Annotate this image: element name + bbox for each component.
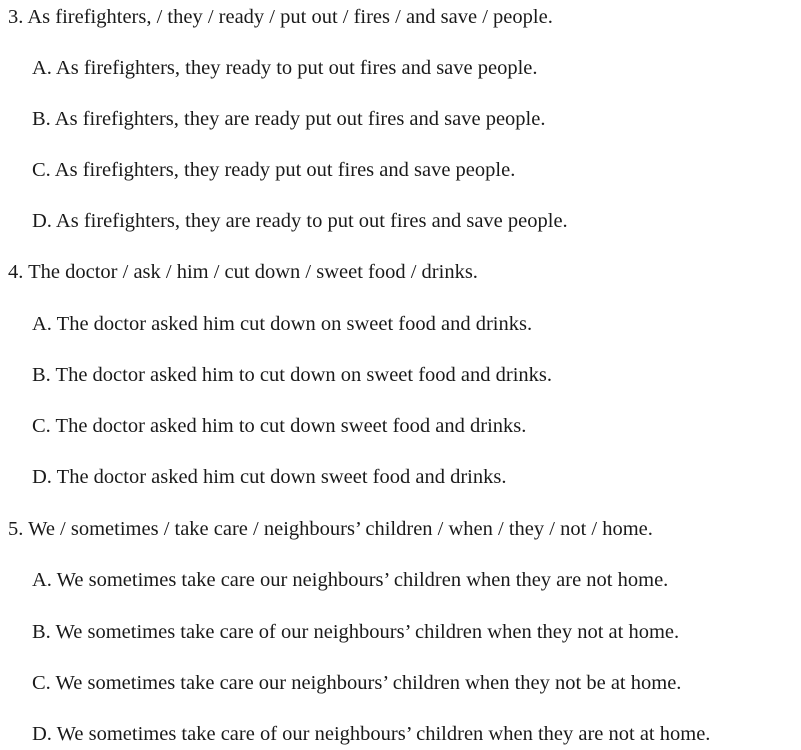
- question-3-prompt: 3. As firefighters, / they / ready / put out / fires / and save / people.: [8, 6, 553, 28]
- question-5-option-a[interactable]: A. We sometimes take care our neighbours’ children when they are not home.: [32, 569, 669, 591]
- question-4-option-b[interactable]: B. The doctor asked him to cut down on sweet food and drinks.: [32, 364, 553, 386]
- question-4-option-a[interactable]: A. The doctor asked him cut down on sweet food and drinks.: [32, 313, 533, 335]
- question-5-option-b[interactable]: B. We sometimes take care of our neighbours’ children when they not at home.: [32, 621, 680, 643]
- question-3-option-d[interactable]: D. As firefighters, they are ready to put out fires and save people.: [32, 210, 568, 232]
- question-5-prompt: 5. We / sometimes / take care / neighbours’ children / when / they / not / home.: [8, 518, 653, 540]
- question-5-option-c[interactable]: C. We sometimes take care our neighbours’ children when they not be at home.: [32, 672, 682, 694]
- question-4-option-d[interactable]: D. The doctor asked him cut down sweet food and drinks.: [32, 466, 507, 488]
- question-3-option-b[interactable]: B. As firefighters, they are ready put out fires and save people.: [32, 108, 546, 130]
- question-4-option-c[interactable]: C. The doctor asked him to cut down sweet food and drinks.: [32, 415, 527, 437]
- question-4-prompt: 4. The doctor / ask / him / cut down / sweet food / drinks.: [8, 261, 478, 283]
- question-5-option-d[interactable]: D. We sometimes take care of our neighbours’ children when they are not at home.: [32, 723, 711, 745]
- question-3-option-a[interactable]: A. As firefighters, they ready to put out fires and save people.: [32, 57, 538, 79]
- question-3-option-c[interactable]: C. As firefighters, they ready put out fires and save people.: [32, 159, 516, 181]
